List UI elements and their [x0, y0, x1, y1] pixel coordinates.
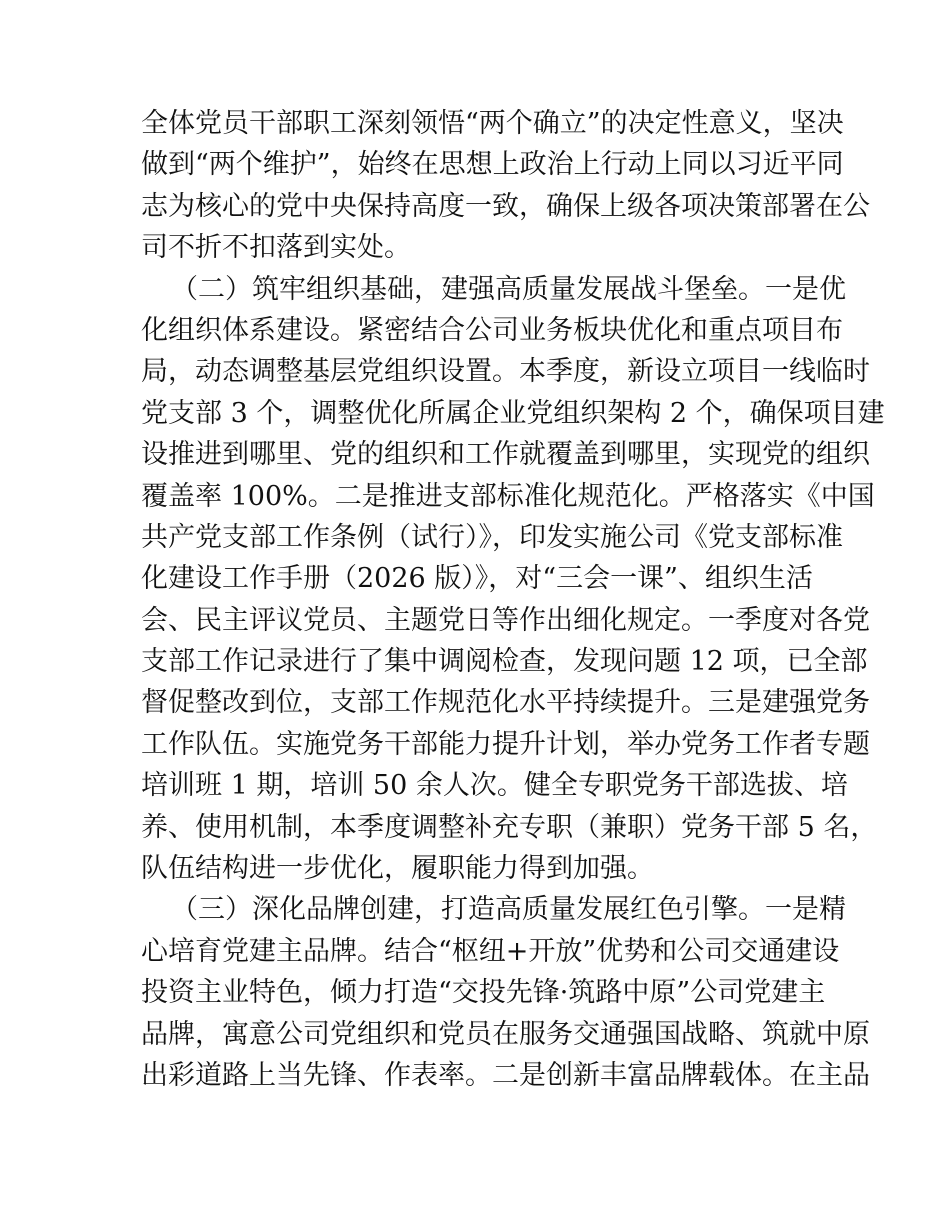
text-line: 心培育党建主品牌。结合“枢纽+开放”优势和公司交通建设 [141, 935, 840, 967]
text-line: 覆盖率 100%。二是推进支部标准化规范化。严格落实《中国 [141, 480, 875, 512]
text-line: 局，动态调整基层党组织设置。本季度，新设立项目一线临时 [141, 356, 870, 388]
text-line: 化组织体系建设。紧密结合公司业务板块优化和重点项目布 [141, 314, 843, 346]
text-line: 志为核心的党中央保持高度一致，确保上级各项决策部署在公 [141, 190, 870, 222]
text-line: 工作队伍。实施党务干部能力提升计划，举办党务工作者专题 [141, 728, 870, 760]
text-line: 养、使用机制，本季度调整补充专职（兼职）党务干部 5 名， [141, 811, 878, 843]
text-line: 做到“两个维护”，始终在思想上政治上行动上同以习近平同 [141, 149, 844, 181]
document-body [141, 103, 885, 1096]
paragraph-end-line: 队伍结构进一步优化，履职能力得到加强。 [141, 853, 654, 885]
text-line: 党支部 3 个，调整优化所属企业党组织架构 2 个，确保项目建 [141, 397, 885, 429]
section-heading-line-3: （三）深化品牌创建，打造高质量发展红色引擎。一是精 [171, 894, 846, 926]
text-line: 支部工作记录进行了集中调阅检查，发现问题 12 项，已全部 [141, 646, 868, 678]
text-line: 出彩道路上当先锋、作表率。二是创新丰富品牌载体。在主品 [141, 1059, 870, 1091]
paragraph-end-line: 司不折不扣落到实处。 [141, 232, 411, 264]
text-line: 共产党支部工作条例（试行）》，印发实施公司《党支部标准 [141, 521, 843, 553]
text-line: 全体党员干部职工深刻领悟“两个确立”的决定性意义，坚决 [141, 108, 844, 139]
text-line: 会、民主评议党员、主题党日等作出细化规定。一季度对各党 [141, 604, 870, 636]
text-line: 培训班 1 期，培训 50 余人次。健全专职党务干部选拔、培 [141, 770, 848, 802]
text-line: 化建设工作手册（2026 版）》，对“三会一课”、组织生活 [141, 563, 813, 595]
text-line: 设推进到哪里、党的组织和工作就覆盖到哪里，实现党的组织 [141, 439, 870, 471]
text-line: 督促整改到位，支部工作规范化水平持续提升。三是建强党务 [141, 687, 870, 719]
text-line: 投资主业特色，倾力打造“交投先锋·筑路中原”公司党建主 [141, 977, 826, 1009]
section-heading-line-2: （二）筑牢组织基础，建强高质量发展战斗堡垒。一是优 [171, 273, 846, 305]
text-line: 品牌，寓意公司党组织和党员在服务交通强国战略、筑就中原 [141, 1018, 870, 1050]
